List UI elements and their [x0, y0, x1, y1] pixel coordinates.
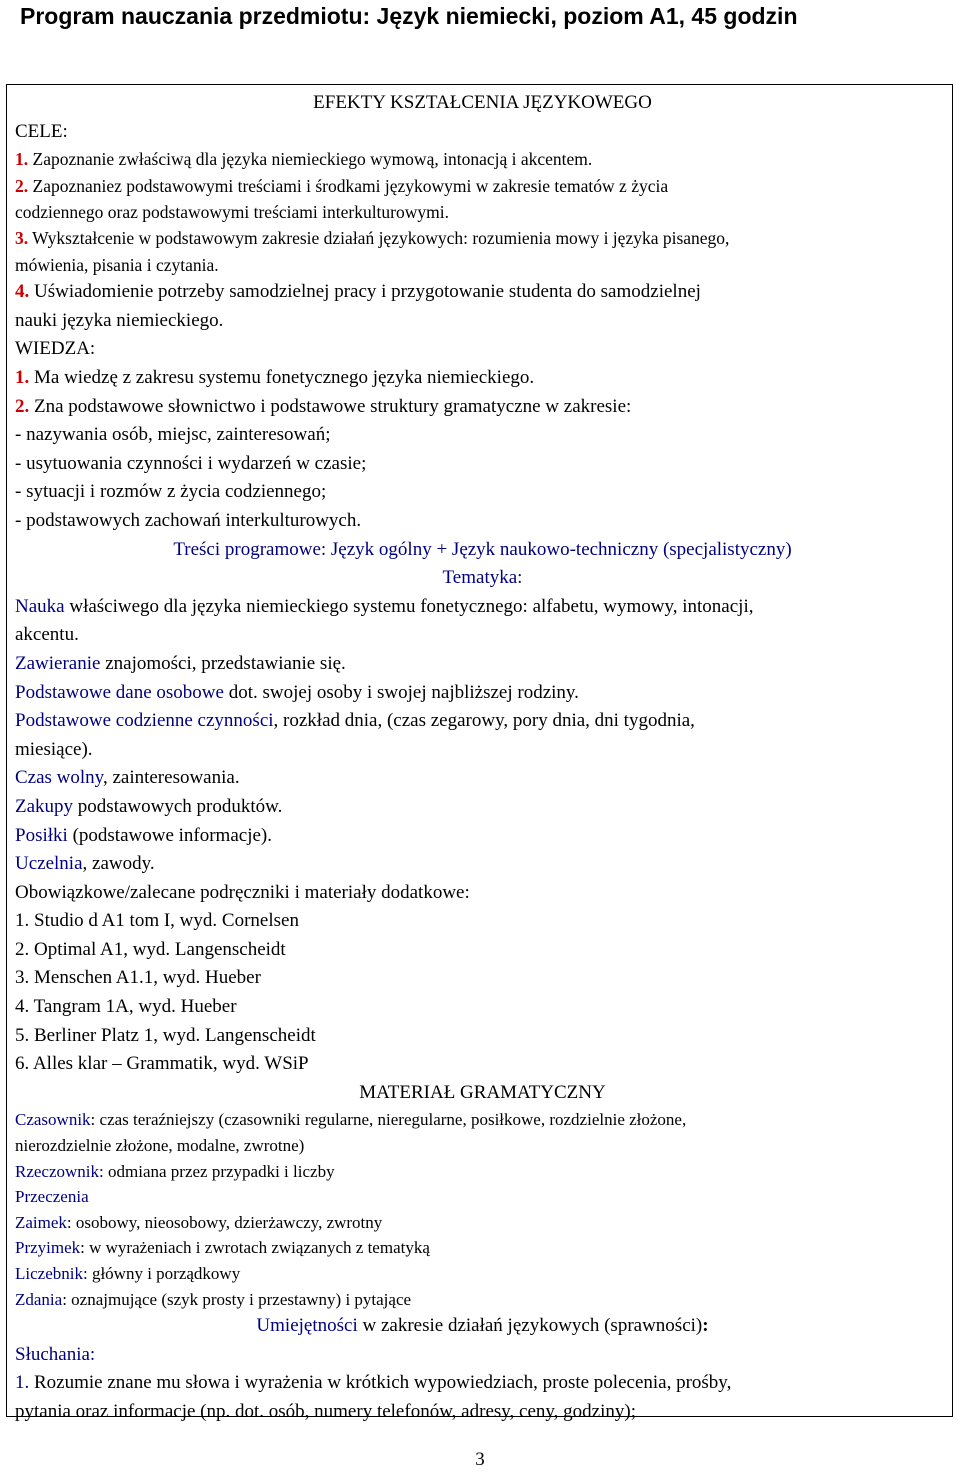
grammar-item: [15, 1261, 950, 1287]
topic-text: , zainteresowania.: [102, 767, 240, 789]
umiejetnosci-heading-rest: w zakresie działań językowych (sprawności): [357, 1315, 703, 1337]
topic-text: , rozkład dnia, (czas zegarowy, pory dnia, dni tygodnia,: [273, 710, 695, 732]
cel-text-4: Uświadomienie potrzeby samodzielnej pracy i przygotowanie studenta do samodzielnej: [29, 281, 701, 303]
cel-text-3: Wykształcenie w podstawowym zakresie działań językowych: rozumienia mowy i języka pisanego,: [28, 228, 730, 249]
grammar-keyword: Liczebnik:: [15, 1264, 88, 1283]
topic-item: [15, 679, 950, 708]
topic-item: [15, 793, 950, 822]
wiedza-bullet: - usytuowania czynności i wydarzeń w czasie;: [15, 452, 367, 474]
sluchania-item-1: [15, 1369, 950, 1398]
topic-text-cont: miesiące).: [15, 738, 93, 760]
efekty-heading: EFEKTY KSZTAŁCENIA JĘZYKOWEGO: [313, 92, 652, 113]
topic-text: właściwego dla języka niemieckiego systemu fonetycznego: alfabetu, wymowy, intonacji,: [64, 595, 754, 617]
wiedza-bullet: - podstawowych zachowań interkulturowych.: [15, 509, 362, 531]
topic-item: [15, 593, 950, 622]
topic-keyword: Podstawowe codzienne czynności: [15, 710, 274, 732]
topic-text: podstawowych produktów.: [73, 795, 283, 817]
umiejetnosci-heading-bold: Umiejętności: [256, 1315, 358, 1337]
wiedza-item-2: [15, 393, 950, 422]
topic-keyword: Uczelnia: [15, 853, 83, 875]
cel-item-2: [15, 173, 950, 199]
book-item: 1. Studio d A1 tom I, wyd. Cornelsen: [15, 910, 299, 932]
book-item: 4. Tangram 1A, wyd. Hueber: [15, 996, 237, 1018]
grammar-item: [15, 1159, 950, 1185]
grammar-keyword: Zdania: [15, 1289, 63, 1309]
wiedza-item-1: [15, 364, 950, 393]
grammar-keyword: Czasownik: [15, 1110, 91, 1130]
cel-text-2-cont: codziennego oraz podstawowymi treściami interkulturowymi.: [15, 202, 449, 222]
cel-item-4: [15, 278, 950, 307]
grammar-text: : osobowy, nieosobowy, dzierżawczy, zwrotny: [66, 1212, 383, 1232]
cel-number-1: 1.: [15, 149, 29, 170]
grammar-keyword: Zaimek: [15, 1212, 67, 1232]
tresci-heading: Treści programowe: Język ogólny + Język naukowo-techniczny (specjalistyczny): [173, 538, 792, 560]
wiedza-bullet: - nazywania osób, miejsc, zainteresowań;: [15, 424, 331, 446]
wiedza-number-1: 1.: [15, 367, 30, 388]
book-item: 2. Optimal A1, wyd. Langenscheidt: [15, 938, 286, 960]
gramatyka-heading: MATERIAŁ GRAMATYCZNY: [359, 1081, 606, 1103]
grammar-text: : w wyrażeniach i zwrotach związanych z tematyką: [80, 1238, 430, 1258]
sluchania-text-1-cont: pytania oraz informacje (np. dot. osób, numery telefonów, adresy, ceny, godziny);: [15, 1400, 636, 1422]
books-heading: Obowiązkowe/zalecane podręczniki i materiały dodatkowe:: [15, 881, 470, 903]
topic-keyword: Czas wolny: [15, 767, 103, 789]
book-item: 3. Menschen A1.1, wyd. Hueber: [15, 967, 261, 989]
grammar-keyword: Przyimek: [15, 1238, 81, 1258]
wiedza-text-1: Ma wiedzę z zakresu systemu fonetycznego języka niemieckiego.: [29, 367, 535, 388]
cel-text-3-cont: mówienia, pisania i czytania.: [15, 254, 219, 275]
grammar-keyword: Rzeczownik:: [15, 1161, 104, 1181]
book-item: 5. Berliner Platz 1, wyd. Langenscheidt: [15, 1024, 316, 1046]
topic-text-cont: akcentu.: [15, 624, 79, 646]
grammar-item: [15, 1235, 950, 1261]
sluchania-text-1: Rozumie znane mu słowa i wyrażenia w krótkich wypowiedziach, proste polecenia, prośby,: [29, 1372, 732, 1394]
sluchania-number-1: 1.: [15, 1372, 30, 1394]
topic-text: dot. swojej osoby i swojej najbliższej rodziny.: [223, 681, 579, 703]
content-cell: [15, 89, 950, 1427]
page-number: 3: [475, 1449, 485, 1470]
cele-label: CELE:: [15, 120, 68, 142]
wiedza-number-2: 2.: [15, 395, 30, 417]
cel-text-2: Zapoznaniez podstawowymi treściami i środkami językowymi w zakresie tematów z życia: [28, 175, 669, 196]
grammar-keyword: Przeczenia: [15, 1187, 89, 1207]
sluchania-label: Słuchania:: [15, 1343, 96, 1365]
grammar-item: [15, 1107, 950, 1133]
topic-item: [15, 764, 950, 793]
grammar-item: [15, 1210, 950, 1236]
cel-number-2: 2.: [15, 175, 29, 196]
grammar-text: : oznajmujące (szyk prosty i przestawny) i pytające: [62, 1289, 412, 1309]
cel-text-1: Zapoznanie zwłaściwą dla języka niemieckiego wymową, intonacją i akcentem.: [28, 149, 593, 170]
grammar-item: [15, 1287, 950, 1313]
topic-keyword: Zakupy: [15, 795, 74, 817]
page-title: Program nauczania przedmiotu: Język niemiecki, poziom A1, 45 godzin: [20, 3, 798, 29]
topic-keyword: Podstawowe dane osobowe: [15, 681, 224, 703]
cel-number-4: 4.: [15, 281, 30, 303]
topic-item: [15, 850, 950, 879]
book-item: 6. Alles klar – Grammatik, wyd. WSiP: [15, 1053, 309, 1075]
topic-item: [15, 707, 950, 736]
topic-item: [15, 822, 950, 851]
wiedza-text-2: Zna podstawowe słownictwo i podstawowe struktury gramatyczne w zakresie:: [29, 395, 632, 417]
umiejetnosci-heading: [15, 1312, 950, 1341]
cel-text-4-cont: nauki języka niemieckiego.: [15, 309, 224, 331]
cel-item-1: [15, 146, 950, 172]
wiedza-label: WIEDZA:: [15, 338, 96, 360]
grammar-item: [15, 1184, 950, 1210]
tematyka-label: Tematyka:: [442, 567, 523, 589]
topic-text: , zawody.: [82, 853, 155, 875]
topic-item: [15, 650, 950, 679]
grammar-text: odmiana przez przypadki i liczby: [103, 1161, 335, 1181]
grammar-text: główny i porządkowy: [87, 1264, 241, 1283]
grammar-text: : czas teraźniejszy (czasowniki regularne, nieregularne, posiłkowe, rozdzielnie złożone,: [90, 1110, 687, 1130]
cel-item-3: [15, 225, 950, 251]
umiejetnosci-heading-colon: :: [702, 1315, 709, 1337]
topic-keyword: Zawieranie: [15, 652, 101, 674]
grammar-text-cont: nierozdzielnie złożone, modalne, zwrotne): [15, 1136, 305, 1156]
topic-keyword: Posiłki: [15, 824, 68, 846]
wiedza-bullet: - sytuacji i rozmów z życia codziennego;: [15, 481, 327, 503]
cel-number-3: 3.: [15, 228, 29, 249]
topic-text: znajomości, przedstawianie się.: [100, 652, 346, 674]
topic-keyword: Nauka: [15, 595, 65, 617]
topic-text: (podstawowe informacje).: [67, 824, 272, 846]
